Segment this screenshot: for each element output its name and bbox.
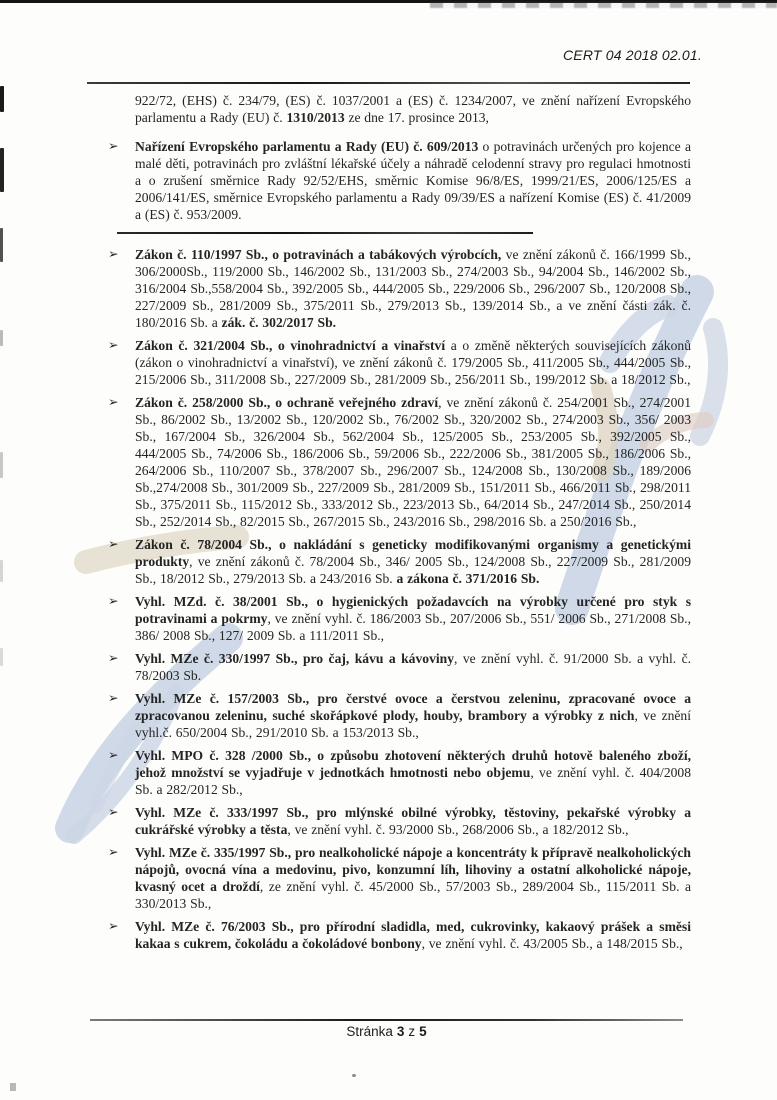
arrow-bullet-icon: ➢ <box>108 651 119 665</box>
arrow-bullet-icon: ➢ <box>108 691 119 705</box>
list-item-regulation-609-2013 <box>108 138 691 223</box>
list-item-decree-328-2000 <box>108 747 692 798</box>
list-item-decree-333-1997 <box>108 804 691 838</box>
text-run: , ve znění zákonů č. 78/2004 Sb., 346/ 2005 Sb., 124/2008 Sb., 227/2009 Sb., 281/2009 Sb., 18/2012 Sb., 279/2013 Sb. a 243/2016 Sb. <box>135 554 691 586</box>
text-run-bold: Nařízení Evropského parlamentu a Rady (EU) č. 609/2013 <box>135 139 479 154</box>
list-item-decree-335-1997 <box>108 844 691 912</box>
scan-edge-mark <box>0 148 4 192</box>
text-run: , ve znění zákonů č. 254/2001 Sb., 274/2001 Sb., 86/2002 Sb., 13/2002 Sb., 120/2002 Sb., 76/2002 Sb., 320/2002 Sb., 274/2003 Sb., 356/ 2003 Sb., 167/2004 Sb., 326/2004 Sb., 562/2004 Sb., 125/2005 Sb., 253/2005 Sb., 392/2005 Sb., 444/2005 Sb., 74/2006 Sb., 186/2006 Sb., 59/2006 Sb., 222/2006 Sb., 381/2005 Sb., 186/2006 Sb., 264/2006 Sb., 110/2007 Sb., 378/2007 Sb., 296/2007 Sb., 124/2008 Sb., 130/2008 Sb., 189/2006 Sb.,274/2008 Sb., 301/2009 Sb., 227/2009 Sb., 281/2009 Sb., 151/2011 Sb., 466/2011 Sb., 298/2011 Sb., 375/2011 Sb., 115/2012 Sb., 333/2012 Sb., 223/2013 Sb., 64/2014 Sb., 247/2014 Sb., 250/2014 Sb., 252/2014 Sb., 82/2015 Sb., 267/2015 Sb., 243/2016 Sb., 298/2016 Sb. a 250/2016 Sb., <box>135 395 691 529</box>
document-body <box>108 92 692 958</box>
text-run-bold: Vyhl. MZe č. 157/2003 Sb., pro čerstvé ovoce a čerstvou zeleninu, zpracované ovoce a zpracovanou zeleninu, suché skořápkové plody, houby, brambory a výrobky z nich <box>135 691 691 723</box>
text-run: , ze znění vyhl. č. 45/2000 Sb., 57/2003 Sb., 289/2004 Sb., 115/2011 Sb. a 330/2013 Sb., <box>135 879 691 911</box>
list-item-law-321-2004 <box>108 337 691 388</box>
section-divider <box>117 232 533 234</box>
footer-page-label: Stránka <box>346 1024 393 1039</box>
arrow-bullet-icon: ➢ <box>108 845 119 859</box>
text-run: , ve znění vyhl. č. 91/2000 Sb. a vyhl. č. 78/2003 Sb. <box>135 651 691 683</box>
text-run: a o změně některých souvisejících zákonů (zákon o vinohradnictví a vinařství), ve znění zákonů č. 179/2005 Sb., 411/2005 Sb., 444/2005 Sb., 215/2006 Sb., 311/2008 Sb., 227/2009 Sb., 281/2009 Sb., 256/2011 Sb., 199/2012 Sb. a 18/2012 Sb., <box>135 338 691 387</box>
list-item-decree-38-2001 <box>108 593 691 644</box>
arrow-bullet-icon: ➢ <box>108 805 119 819</box>
arrow-bullet-icon: ➢ <box>108 395 119 409</box>
arrow-bullet-icon: ➢ <box>108 247 119 261</box>
scan-edge-mark <box>0 560 3 582</box>
text-run-bold: Vyhl. MZd. č. 38/2001 Sb., o hygienických požadavcích na výrobky určené pro styk s potravinami a pokrmy <box>135 594 691 626</box>
footer-page-total: 5 <box>419 1024 427 1039</box>
footer-divider <box>90 1019 683 1021</box>
paragraph-continuation <box>135 92 691 126</box>
text-run-bold: 1310/2013 <box>286 110 345 125</box>
list-item-decree-157-2003 <box>108 690 692 741</box>
text-run: ve znění zákonů č. 166/1999 Sb., 306/2000Sb., 119/2000 Sb., 146/2002 Sb., 131/2003 Sb., 274/2003 Sb., 94/2004 Sb., 146/2002 Sb., 316/2004 Sb.,558/2004 Sb., 392/2005 Sb., 444/2005 Sb., 229/2006 Sb., 296/2007 Sb., 120/2008 Sb., 227/2009 Sb., 281/2009 Sb., 375/2011 Sb., 279/2013 Sb., 139/2014 Sb., a ve znění části zák. č. 180/2016 Sb. a <box>135 247 691 330</box>
footer-page-current: 3 <box>396 1024 405 1039</box>
text-run-bold: a zákona č. 371/2016 Sb. <box>396 571 540 586</box>
text-run-bold: Vyhl. MZe č. 330/1997 Sb., pro čaj, kávu a kávoviny <box>135 651 455 666</box>
text-run: , ve znění vyhl. č. 186/2003 Sb., 207/2006 Sb., 551/ 2006 Sb., 271/2008 Sb., 386/ 2008 Sb., 127/ 2009 Sb. a 111/2011 Sb., <box>135 611 691 643</box>
list-item-law-110-1997 <box>108 246 691 331</box>
list-item-law-78-2004 <box>108 536 691 587</box>
text-run-bold: Zákon č. 321/2004 Sb., o vinohradnictví a vinařství <box>135 338 446 353</box>
text-run-bold: Zákon č. 78/2004 Sb., o nakládání s geneticky modifikovanými organismy a genetickými produkty <box>135 537 691 569</box>
arrow-bullet-icon: ➢ <box>108 919 119 933</box>
list-item-law-258-2000 <box>108 394 691 530</box>
header-divider <box>87 82 690 84</box>
text-run: , ve znění vyhl.č. 650/2004 Sb., 291/2010 Sb. a 153/2013 Sb., <box>135 708 692 740</box>
scan-speck <box>10 1083 16 1091</box>
text-run: , ve znění vyhl. č. 404/2008 Sb. a 282/2012 Sb., <box>135 765 692 797</box>
text-run-bold: Vyhl. MPO č. 328 /2000 Sb., o způsobu zhotovení některých druhů hotově baleného zboží, jehož množství se vyjadřuje v jednotkách hmotnosti nebo objemu <box>135 748 691 780</box>
scan-speck <box>352 1074 356 1077</box>
text-run: ze dne 17. prosince 2013, <box>344 110 489 125</box>
document-reference-code: CERT 04 2018 02.01. <box>563 47 702 63</box>
text-run: o potravinách určených pro kojence a malé děti, potravinách pro zvláštní lékařské účely a náhradě celodenní stravy pro regulaci hmotnosti a o zrušení směrnice Rady 92/52/EHS, směrnic Komise 96/8/ES, 1999/21/ES, 2006/125/ES a 2006/141/ES, směrnice Evropského parlamentu a Rady 09/39/ES a nařízení Komise (ES) č. 41/2009 a (ES) č. 953/2009. <box>135 139 691 222</box>
text-run: , ve znění vyhl. č. 93/2000 Sb., 268/2006 Sb., a 182/2012 Sb., <box>287 822 629 837</box>
scan-edge-mark <box>0 86 4 112</box>
footer-page-separator: z <box>408 1024 416 1039</box>
text-run-bold: Vyhl. MZe č. 76/2003 Sb., pro přírodní sladidla, med, cukrovinky, kakaový prášek a směsi kakaa s cukrem, čokoládu a čokoládové bonbony <box>135 919 691 951</box>
scan-smudge <box>430 2 777 8</box>
arrow-bullet-icon: ➢ <box>108 139 119 153</box>
text-run-bold: Vyhl. MZe č. 333/1997 Sb., pro mlýnské obilné výrobky, těstoviny, pekařské výrobky a cukrářské výrobky a těsta <box>135 805 691 837</box>
text-run-bold: Vyhl. MZe č. 335/1997 Sb., pro nealkoholické nápoje a koncentráty k přípravě nealkoholických nápojů, ovocná vína a medovinu, pivo, konzumní líh, lihoviny a ostatní alkoholické nápoje, kvasný ocet a droždí <box>135 845 691 894</box>
text-run: 922/72, (EHS) č. 234/79, (ES) č. 1037/2001 a (ES) č. 1234/2007, ve znění nařízení Evropského parlamentu a Rady (EU) č. <box>135 93 691 125</box>
arrow-bullet-icon: ➢ <box>108 537 119 551</box>
list-item-decree-76-2003 <box>108 918 691 952</box>
arrow-bullet-icon: ➢ <box>108 748 119 762</box>
scan-edge-mark <box>0 228 3 262</box>
arrow-bullet-icon: ➢ <box>108 594 119 608</box>
list-item-decree-330-1997 <box>108 650 691 684</box>
scan-edge-mark <box>0 330 3 346</box>
scan-edge-mark <box>0 452 3 478</box>
text-run: , ve znění vyhl. č. 43/2005 Sb., a 148/2015 Sb., <box>421 936 683 951</box>
scan-edge-mark <box>0 648 3 666</box>
text-run-bold: Zákon č. 110/1997 Sb., o potravinách a tabákových výrobcích, <box>135 247 502 262</box>
text-run-bold: Zákon č. 258/2000 Sb., o ochraně veřejného zdraví <box>135 395 439 410</box>
text-run-bold: zák. č. 302/2017 Sb. <box>221 315 337 330</box>
page-footer <box>90 1024 683 1039</box>
arrow-bullet-icon: ➢ <box>108 338 119 352</box>
